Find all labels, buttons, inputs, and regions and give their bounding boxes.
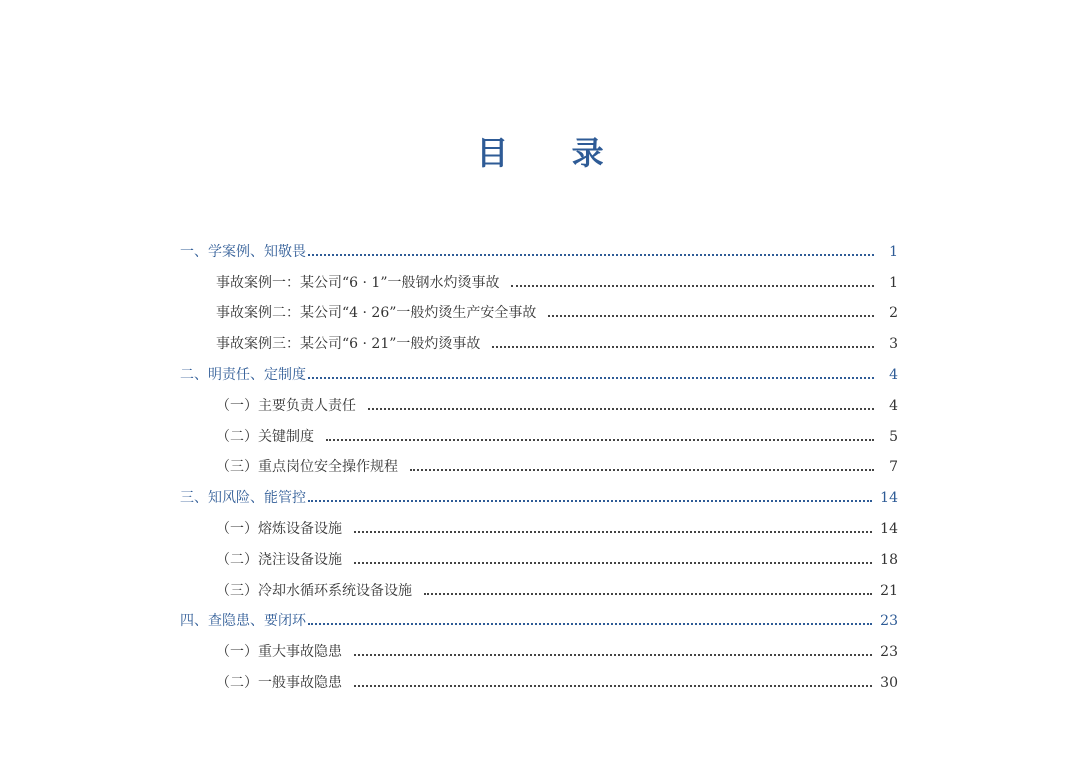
toc-subsection-entry[interactable] xyxy=(180,631,898,662)
dot-leader xyxy=(492,345,874,348)
toc-page-number: 18 xyxy=(880,551,898,568)
toc-entry-label: 一、学案例、知敬畏 xyxy=(180,243,306,260)
toc-subsection-entry[interactable] xyxy=(180,662,898,693)
toc-entry-label: （一）熔炼设备设施 xyxy=(216,520,342,537)
dot-leader xyxy=(308,253,874,256)
toc-page-number: 21 xyxy=(880,582,898,599)
dot-leader xyxy=(368,407,874,410)
toc-entry-label: （二）浇注设备设施 xyxy=(216,551,342,568)
toc-section-entry[interactable] xyxy=(180,354,898,385)
dot-leader xyxy=(548,314,874,317)
toc-page-number: 14 xyxy=(880,520,898,537)
dot-leader xyxy=(410,468,874,471)
toc-page-number: 23 xyxy=(880,613,898,630)
dot-leader xyxy=(354,530,872,533)
toc-entry-label: （二）关键制度 xyxy=(216,428,314,445)
toc-subsection-entry[interactable] xyxy=(180,385,898,416)
table-of-contents xyxy=(180,231,898,693)
toc-page-number: 2 xyxy=(889,305,898,322)
toc-subsection-entry[interactable] xyxy=(180,262,898,293)
toc-page-number: 7 xyxy=(889,459,898,476)
dot-leader xyxy=(511,284,874,287)
dot-leader xyxy=(308,376,874,379)
toc-page-number: 5 xyxy=(889,428,898,445)
toc-entry-label: （三）重点岗位安全操作规程 xyxy=(216,459,398,476)
toc-subsection-entry[interactable] xyxy=(180,539,898,570)
toc-subsection-entry[interactable] xyxy=(180,293,898,324)
toc-subsection-entry[interactable] xyxy=(180,323,898,354)
toc-page-number: 14 xyxy=(880,490,898,507)
dot-leader xyxy=(326,438,874,441)
toc-entry-label: 事故案例一：某公司“6 · 1”一般钢水灼烫事故 xyxy=(216,274,500,291)
toc-section-entry[interactable] xyxy=(180,477,898,508)
toc-section-entry[interactable] xyxy=(180,601,898,632)
toc-entry-label: 二、明责任、定制度 xyxy=(180,366,306,383)
toc-page-number: 4 xyxy=(889,397,898,414)
toc-subsection-entry[interactable] xyxy=(180,447,898,478)
page-title: 目 录 xyxy=(476,134,630,172)
toc-page-number: 30 xyxy=(880,674,898,691)
dot-leader xyxy=(354,684,872,687)
toc-page-number: 3 xyxy=(889,336,898,353)
toc-subsection-entry[interactable] xyxy=(180,570,898,601)
dot-leader xyxy=(354,653,872,656)
dot-leader xyxy=(424,592,872,595)
toc-entry-label: 事故案例二：某公司“4 · 26”一般灼烫生产安全事故 xyxy=(216,305,537,322)
toc-subsection-entry[interactable] xyxy=(180,508,898,539)
toc-entry-label: （三）冷却水循环系统设备设施 xyxy=(216,582,412,599)
toc-entry-label: （一）重大事故隐患 xyxy=(216,644,342,661)
toc-page-number: 1 xyxy=(889,243,898,260)
toc-section-entry[interactable] xyxy=(180,231,898,262)
dot-leader xyxy=(354,561,872,564)
dot-leader xyxy=(308,622,872,625)
toc-entry-label: （二）一般事故隐患 xyxy=(216,674,342,691)
toc-entry-label: 四、查隐患、要闭环 xyxy=(180,613,306,630)
toc-page-number: 4 xyxy=(889,366,898,383)
toc-entry-label: （一）主要负责人责任 xyxy=(216,397,356,414)
toc-subsection-entry[interactable] xyxy=(180,416,898,447)
toc-page-number: 23 xyxy=(880,644,898,661)
toc-page-number: 1 xyxy=(889,274,898,291)
toc-entry-label: 事故案例三：某公司“6 · 21”一般灼烫事故 xyxy=(216,336,481,353)
dot-leader xyxy=(308,499,872,502)
toc-entry-label: 三、知风险、能管控 xyxy=(180,490,306,507)
